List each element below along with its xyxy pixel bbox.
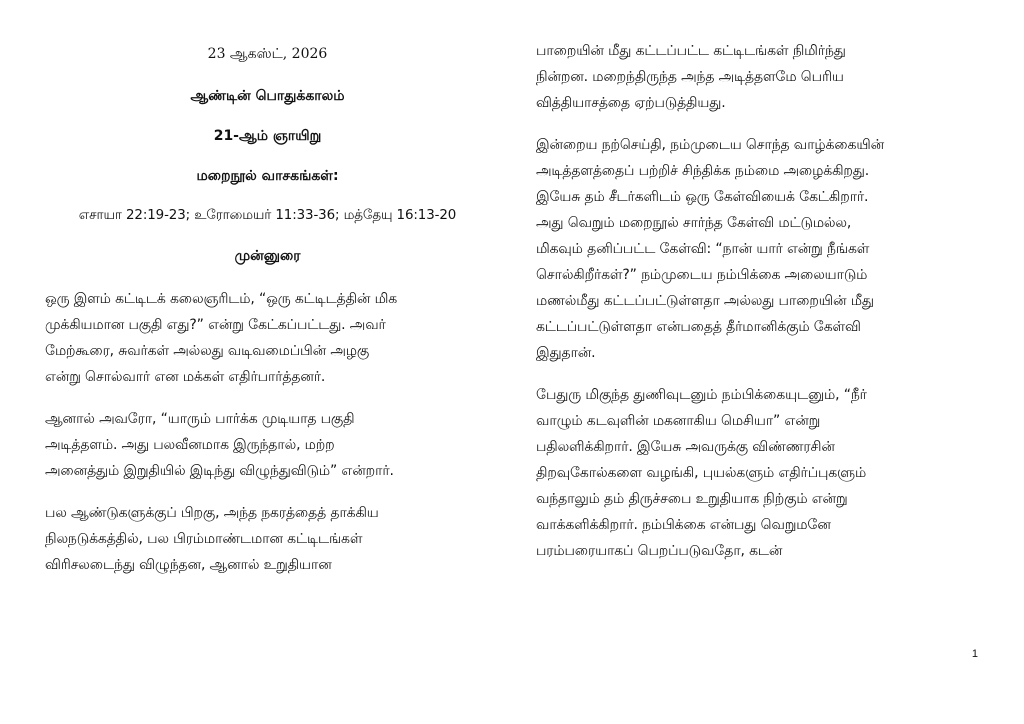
text-line: சொல்கிறீர்கள்?” நம்முடைய நம்பிக்கை அலையாடும் bbox=[536, 267, 868, 283]
text-line: பாறையின் மீது கட்டப்பட்ட கட்டிடங்கள் நிமிர்ந்து bbox=[536, 43, 846, 59]
text-line: கட்டப்பட்டுள்ளதா என்பதைத் தீர்மானிக்கும் கேள்வி bbox=[536, 319, 861, 335]
paragraph bbox=[45, 500, 490, 578]
paragraph bbox=[45, 406, 490, 484]
text-line: வந்தாலும் தம் திருச்சபை உறுதியாக நிற்கும் என்று bbox=[536, 491, 848, 507]
paragraph bbox=[536, 132, 986, 366]
paragraph bbox=[45, 286, 490, 390]
text-line: இன்றைய நற்செய்தி, நம்முடைய சொந்த வாழ்க்கையின் bbox=[536, 137, 884, 153]
text-line: அனைத்தும் இறுதியில் இடிந்து விழுந்துவிடும்” என்றார். bbox=[45, 463, 394, 479]
text-line: வாக்களிக்கிறார். நம்பிக்கை என்பது வெறுமனே bbox=[536, 517, 831, 533]
text-line: பரம்பரையாகப் பெறப்படுவதோ, கடன் bbox=[536, 543, 783, 559]
text-line: முக்கியமான பகுதி எது?” என்று கேட்கப்பட்டது. அவர் bbox=[45, 317, 386, 333]
text-line: பல ஆண்டுகளுக்குப் பிறகு, அந்த நகரத்தைத் தாக்கிய bbox=[45, 505, 379, 521]
text-line: மிகவும் தனிப்பட்ட கேள்வி: “நான் யார் என்று நீங்கள் bbox=[536, 241, 870, 257]
text-line: இதுதான். bbox=[536, 345, 596, 361]
left-column bbox=[45, 40, 490, 594]
text-line: விரிசலடைந்து விழுந்தன, ஆனால் உறுதியான bbox=[45, 557, 332, 573]
sunday-title: 21-ஆம் ஞாயிறு bbox=[213, 128, 322, 144]
text-line: நிலநடுக்கத்தில், பல பிரம்மாண்டமான கட்டிடங்கள் bbox=[45, 531, 363, 547]
text-line: அடித்தளம். அது பலவீனமாக இருந்தால், மற்ற bbox=[45, 437, 335, 453]
scripture-readings: எசாயா 22:19-23; உரோமையர் 11:33-36; மத்தேயு 16:13-20 bbox=[78, 208, 457, 223]
text-line: திறவுகோல்களை வழங்கி, புயல்களும் எதிர்ப்புகளும் bbox=[536, 465, 867, 481]
paragraph bbox=[536, 38, 986, 116]
text-line: வித்தியாசத்தை ஏற்படுத்தியது. bbox=[536, 95, 726, 111]
text-line: ஆனால் அவரோ, “யாரும் பார்க்க முடியாத பகுதி bbox=[45, 411, 355, 427]
text-line: நின்றன. மறைந்திருந்த அந்த அடித்தளமே பெரிய bbox=[536, 69, 844, 85]
date: 23 ஆகஸ்ட், 2026 bbox=[207, 46, 328, 62]
text-line: மேற்கூரை, சுவர்கள் அல்லது வடிவமைப்பின் அழகு bbox=[45, 343, 370, 359]
intro-heading: முன்னுரை bbox=[234, 248, 301, 264]
text-line: பதிலளிக்கிறார். இயேசு அவருக்கு விண்ணரசின் bbox=[536, 439, 835, 455]
text-line: ஒரு இளம் கட்டிடக் கலைஞரிடம், “ஒரு கட்டிடத்தின் மிக bbox=[45, 291, 398, 307]
text-line: மணல்மீது கட்டப்பட்டுள்ளதா அல்லது பாறையின் மீது bbox=[536, 293, 874, 309]
text-line: வாழும் கடவுளின் மகனாகிய மெசியா” என்று bbox=[536, 413, 821, 429]
text-line: இயேசு தம் சீடர்களிடம் ஒரு கேள்வியைக் கேட்கிறார். bbox=[536, 189, 869, 205]
text-line: என்று சொல்வார் என மக்கள் எதிர்பார்த்தனர். bbox=[45, 369, 326, 385]
text-line: அடித்தளத்தைப் பற்றிச் சிந்திக்க நம்மை அழைக்கிறது. bbox=[536, 163, 870, 179]
page-number: 1 bbox=[971, 648, 978, 660]
right-column bbox=[536, 38, 986, 580]
text-line: பேதுரு மிகுந்த துணிவுடனும் நம்பிக்கையுடனும், “நீர் bbox=[536, 387, 867, 403]
text-line: அது வெறும் மறைநூல் சார்ந்த கேள்வி மட்டுமல்ல, bbox=[536, 215, 852, 231]
readings-heading: மறைநூல் வாசகங்கள்: bbox=[196, 168, 339, 184]
paragraph bbox=[536, 382, 986, 564]
liturgical-season: ஆண்டின் பொதுக்காலம் bbox=[190, 88, 345, 104]
